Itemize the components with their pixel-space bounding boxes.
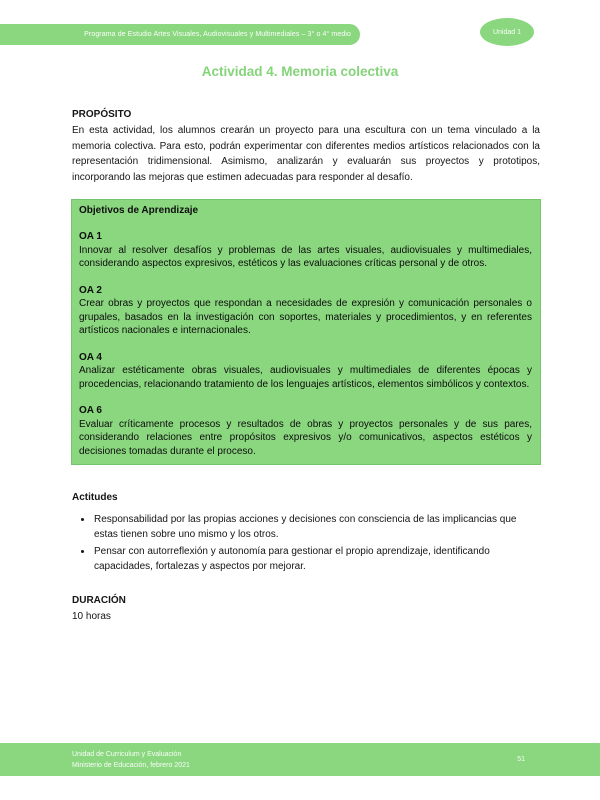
oa-text: Evaluar críticamente procesos y resultados de obras y proyectos personales y de sus pares, considerando relaciones entre propósitos expresivos y/o comunicativos, aspectos estéticos y decisiones tomadas durante el proceso. xyxy=(79,418,532,457)
unit-badge xyxy=(480,18,534,46)
oa-item-4 xyxy=(79,351,532,392)
proposito-heading: PROPÓSITO xyxy=(72,109,132,120)
actitudes-item: • Responsabilidad por las propias acciones y decisiones con consciencia de las implicancias que estas tienen sobre uno mismo y los otros. xyxy=(93,513,540,542)
content-column xyxy=(72,107,540,625)
oa-code: OA 4 xyxy=(79,351,102,363)
oa-item-6 xyxy=(79,404,532,458)
actitudes-heading: Actitudes xyxy=(72,492,118,504)
footer-line1: Unidad de Curriculum y Evaluación xyxy=(72,750,182,758)
objetivos-heading: Objetivos de Aprendizaje xyxy=(79,204,199,216)
header-program-label: Programa de Estudio Artes Visuales, Audiovisuales y Multimediales – 3° o 4° medio xyxy=(84,31,351,38)
activity-title: Actividad 4. Memoria colectiva xyxy=(201,64,399,79)
footer-line2: Ministerio de Educación, febrero 2021 xyxy=(72,761,190,769)
oa-item-1 xyxy=(79,230,532,271)
duracion-heading: DURACIÓN xyxy=(72,594,126,606)
footer-credits xyxy=(72,749,190,771)
unit-badge-label: Unidad 1 xyxy=(492,28,522,36)
duracion-value: 10 horas xyxy=(72,610,111,622)
objetivos-box xyxy=(71,199,541,466)
oa-code: OA 6 xyxy=(79,405,102,417)
page-number: 51 xyxy=(517,756,525,763)
oa-text: Crear obras y proyectos que respondan a necesidades de expresión y comunicación personales o grupales, basados en la investigación con soportes, materiales y procedimientos, y en referentes artísticos nacionales e internacionales. xyxy=(79,298,532,337)
footer-bar xyxy=(0,743,600,776)
oa-text: Innovar al resolver desafíos y problemas de las artes visuales, audiovisuales y multimediales, considerando aspectos expresivos, estéticos y las evaluaciones críticas personal y de otros. xyxy=(79,244,532,270)
oa-text: Analizar estéticamente obras visuales, audiovisuales y multimediales de diferentes épocas y procedencias, relacionando tratamiento de los lenguajes artísticos, elementos simbólicos y contextos. xyxy=(79,365,532,390)
oa-code: OA 2 xyxy=(79,284,102,296)
actitudes-list xyxy=(72,513,540,574)
proposito-body: En esta actividad, los alumnos crearán un proyecto para una escultura con un tema vinculado a la memoria colectiva. Para esto, podrán experimentar con diferentes medios artísticos relacionados con la representación tridimensional. Asimismo, analizarán y evaluarán sus proyectos y prototipos, incorporando las mejoras que estimen adecuadas para responder al desafío. xyxy=(72,124,540,184)
header-program-bar xyxy=(0,24,360,45)
oa-code: OA 1 xyxy=(79,231,102,243)
oa-item-2 xyxy=(79,284,532,338)
actitudes-item: • Pensar con autorreflexión y autonomía para gestionar el propio aprendizaje, identificando capacidades, fortalezas y aspectos por mejorar. xyxy=(93,545,540,574)
